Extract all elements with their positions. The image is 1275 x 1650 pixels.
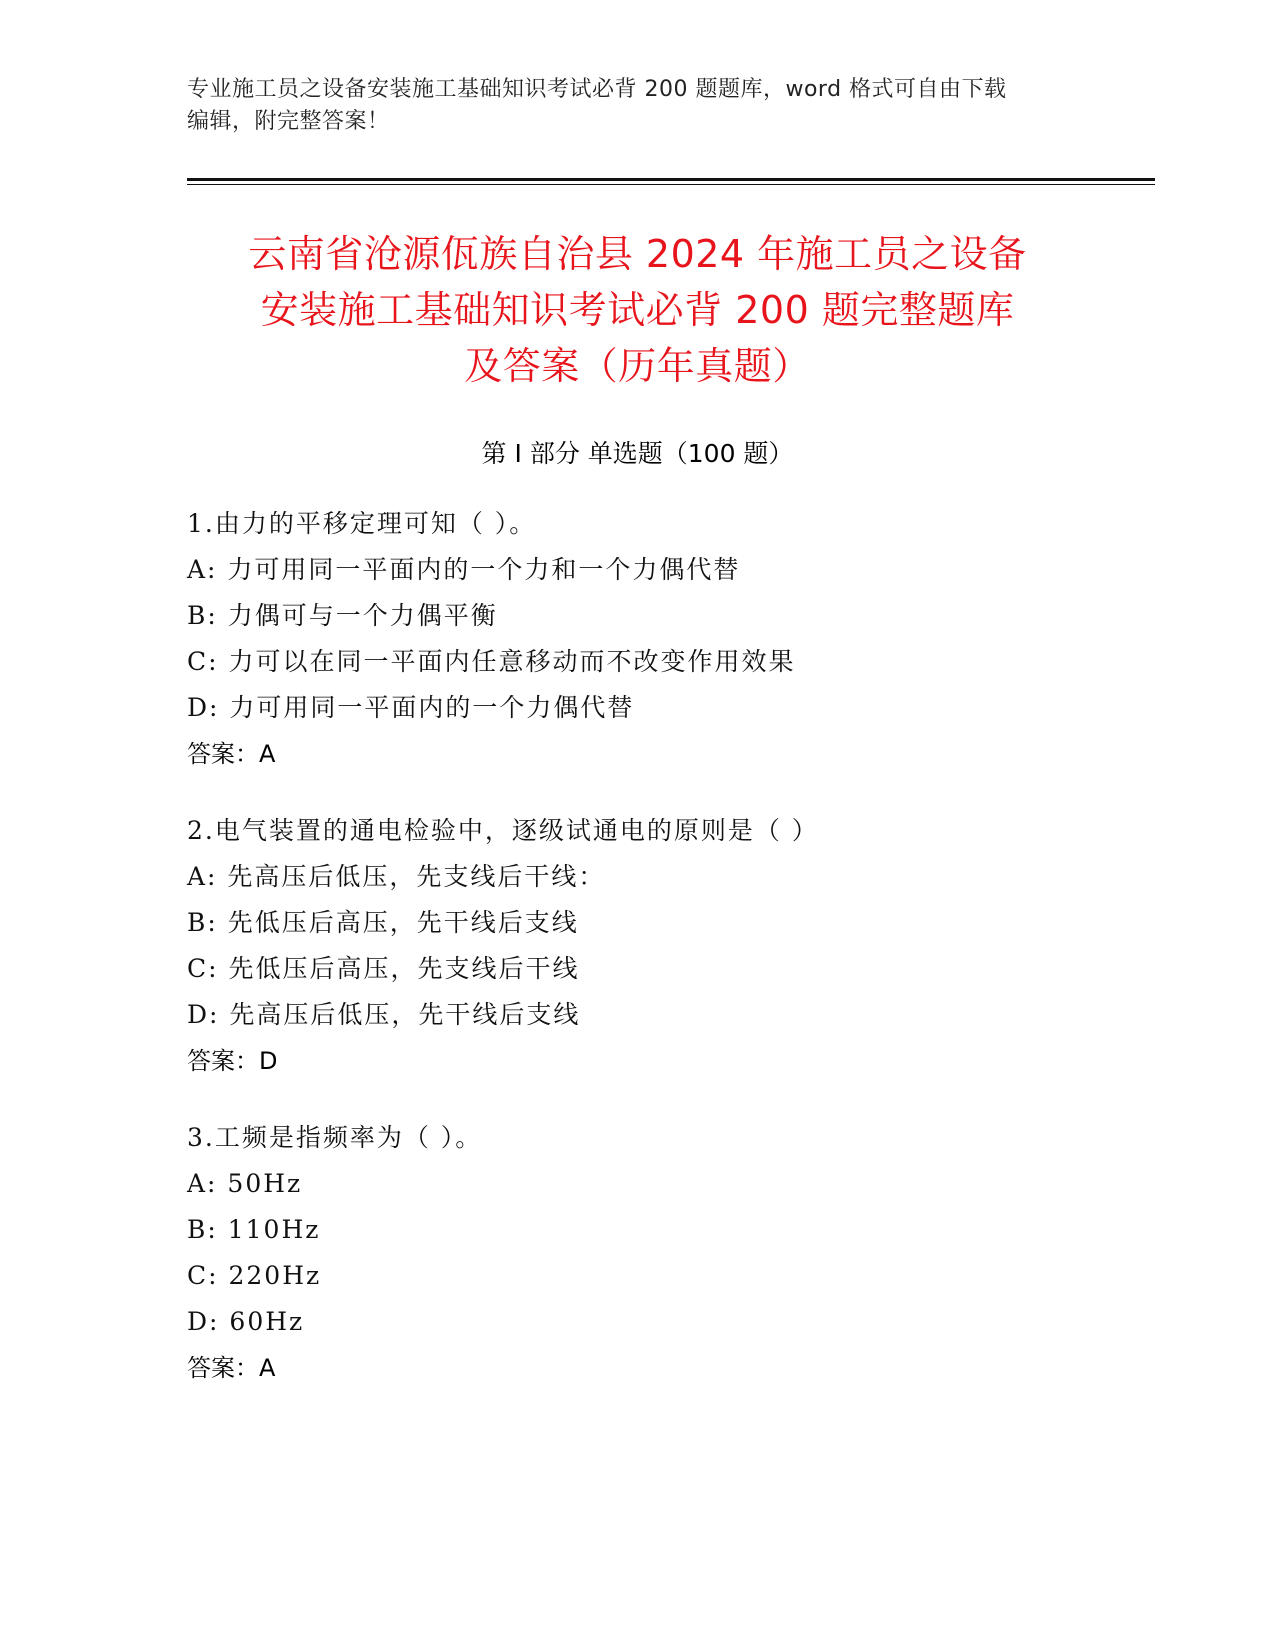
option-a: A: 先高压后低压，先支线后干线： xyxy=(187,862,606,891)
question-2 xyxy=(187,808,1187,1084)
option-b: B: 先低压后高压，先干线后支线 xyxy=(187,908,579,937)
title-line-2: 安装施工基础知识考试必背 200 题完整题库 xyxy=(260,288,1015,332)
option-d: D: 先高压后低压，先干线后支线 xyxy=(187,1000,581,1029)
header-divider-thin xyxy=(187,184,1155,185)
answer: 答案：D xyxy=(187,1047,278,1075)
document-title xyxy=(150,226,1125,394)
section-heading: 第 I 部分 单选题（100 题） xyxy=(481,439,794,468)
option-c: C: 220Hz xyxy=(187,1261,322,1290)
title-line-3: 及答案（历年真题） xyxy=(464,344,811,388)
question-stem: 2.电气装置的通电检验中，逐级试通电的原则是（ ） xyxy=(187,816,819,845)
header-divider-thick xyxy=(187,178,1155,181)
answer: 答案：A xyxy=(187,1354,276,1382)
question-stem: 1.由力的平移定理可知（ ）。 xyxy=(187,509,537,538)
option-c: C: 力可以在同一平面内任意移动而不改变作用效果 xyxy=(187,647,796,676)
option-c: C: 先低压后高压，先支线后干线 xyxy=(187,954,580,983)
answer: 答案：A xyxy=(187,740,276,768)
question-1 xyxy=(187,501,1187,777)
option-d: D: 力可用同一平面内的一个力偶代替 xyxy=(187,693,635,722)
option-a: A: 50Hz xyxy=(187,1169,303,1198)
header-note xyxy=(187,74,1087,138)
header-note-line-1: 专业施工员之设备安装施工基础知识考试必背 200 题题库，word 格式可自由下载 xyxy=(187,77,1007,102)
question-stem: 3.工频是指频率为（ ）。 xyxy=(187,1123,483,1152)
option-b: B: 力偶可与一个力偶平衡 xyxy=(187,601,498,630)
option-a: A: 力可用同一平面内的一个力和一个力偶代替 xyxy=(187,555,741,584)
question-3 xyxy=(187,1115,1187,1391)
title-line-1: 云南省沧源佤族自治县 2024 年施工员之设备 xyxy=(248,232,1027,276)
option-d: D: 60Hz xyxy=(187,1307,305,1336)
option-b: B: 110Hz xyxy=(187,1215,321,1244)
header-note-line-2: 编辑，附完整答案！ xyxy=(187,109,390,134)
